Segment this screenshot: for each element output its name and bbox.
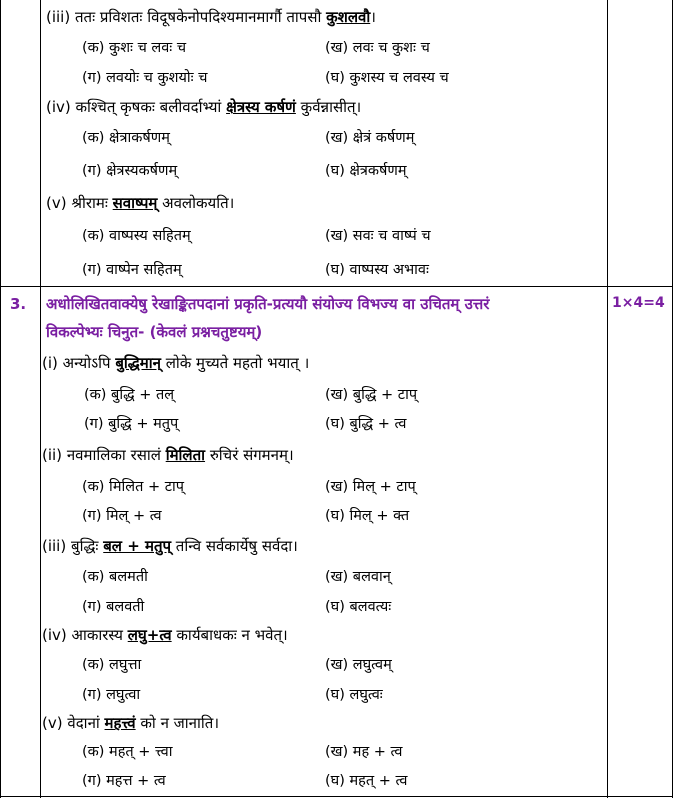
option: (क) कुशः च लवः च — [82, 40, 187, 56]
section-heading-line2: विकल्पेभ्यः चिनुत- (केवलं प्रश्नचतुष्टयम्) — [46, 323, 263, 341]
table-border-right — [672, 0, 673, 798]
option: (ग) वाष्पेन सहितम् — [82, 262, 182, 278]
option: (ख) क्षेत्रं कर्षणम् — [325, 130, 415, 146]
question-iv-prompt: (iv) कश्चित् कृषकः बलीवर्दाभ्यां क्षेत्रस्य कर्षणं कुर्वन्नासीत्। — [46, 98, 362, 116]
option: (ख) सवः च वाष्पं च — [325, 228, 431, 244]
option: (घ) वाष्पस्य अभावः — [325, 262, 429, 278]
underlined-word: कुशलवौ — [326, 8, 371, 26]
option: (ख) मह + त्व — [325, 744, 403, 760]
question-v-prompt: (v) वेदानां महत्त्वं को न जानाति। — [42, 714, 220, 732]
section-heading-line1: अधोलिखितवाक्येषु रेखाङ्कितपदानां प्रकृति-प्रत्ययौ संयोज्य विभज्य वा उचितम् उत्तरं — [46, 295, 490, 313]
table-border-col1 — [40, 0, 41, 798]
option: (घ) मिल् + क्त — [325, 508, 410, 524]
question-i-prompt: (i) अन्योऽपि बुद्धिमान् लोके मुच्यते महतो भयात् । — [42, 354, 310, 372]
question-iv-prompt: (iv) आकारस्य लघु+त्व कार्यबाधकः न भवेत्। — [42, 626, 288, 644]
option: (ग) लघुत्वा — [82, 687, 141, 703]
underlined-word: लघु+त्व — [127, 626, 172, 644]
option: (घ) महत् + त्व — [325, 773, 408, 789]
underlined-word: क्षेत्रस्य कर्षणं — [226, 98, 296, 116]
question-iii-prompt: (iii) बुद्धिः बल + मतुप् तन्वि सर्वकार्येषु सर्वदा। — [42, 537, 298, 555]
option: (क) बलमती — [82, 569, 148, 585]
table-border-left — [0, 0, 1, 798]
option: (घ) लघुत्वः — [325, 687, 383, 703]
question-v-prompt: (v) श्रीरामः सवाष्पम् अवलोकयति। — [46, 194, 235, 212]
option: (क) बुद्धि + तल् — [84, 387, 175, 403]
option: (क) महत् + त्त्वा — [82, 744, 173, 760]
table-border-col2 — [607, 0, 608, 798]
underlined-word: बुद्धिमान् — [115, 354, 161, 372]
underlined-word: सवाष्पम् — [112, 194, 158, 212]
option: (घ) बुद्धि + त्व — [325, 416, 407, 432]
option: (घ) बलवत्यः — [325, 599, 392, 615]
option: (क) क्षेत्राकर्षणम् — [82, 130, 170, 146]
question-iii-prompt: (iii) ततः प्रविशतः विदूषकेनोपदिश्यमानमार्गौ तापसौ कुशलवौ। — [46, 8, 376, 26]
option: (ग) बलवती — [82, 599, 145, 615]
underlined-word: महत्त्वं — [104, 714, 136, 732]
option: (ख) लघुत्वम् — [325, 657, 392, 673]
option: (ग) क्षेत्रस्यकर्षणम् — [82, 163, 178, 179]
marks-label: 1×4=4 — [612, 295, 665, 311]
option: (घ) क्षेत्रकर्षणम् — [325, 163, 407, 179]
option: (ग) लवयोः च कुशयोः च — [82, 70, 208, 86]
underlined-word: मिलिता — [165, 446, 206, 464]
question-ii-prompt: (ii) नवमालिका रसालं मिलिता रुचिरं संगमनम्। — [42, 446, 294, 464]
option: (ख) लवः च कुशः च — [325, 40, 430, 56]
table-row-divider — [0, 286, 673, 287]
option: (ख) बुद्धि + टाप् — [325, 387, 418, 403]
option: (क) मिलित + टाप् — [82, 479, 185, 495]
option: (क) लघुत्ता — [82, 657, 142, 673]
option: (ग) महत्त + त्व — [82, 773, 166, 789]
option: (घ) कुशस्य च लवस्य च — [325, 70, 449, 86]
underlined-word: बल + मतुप् — [103, 537, 172, 555]
table-border-bottom — [0, 796, 673, 797]
question-number: 3. — [10, 295, 27, 313]
option: (क) वाष्पस्य सहितम् — [82, 228, 191, 244]
option: (ग) मिल् + त्व — [82, 508, 162, 524]
option: (ख) मिल् + टाप् — [325, 479, 416, 495]
option: (ख) बलवान् — [325, 569, 391, 585]
option: (ग) बुद्धि + मतुप् — [84, 416, 179, 432]
